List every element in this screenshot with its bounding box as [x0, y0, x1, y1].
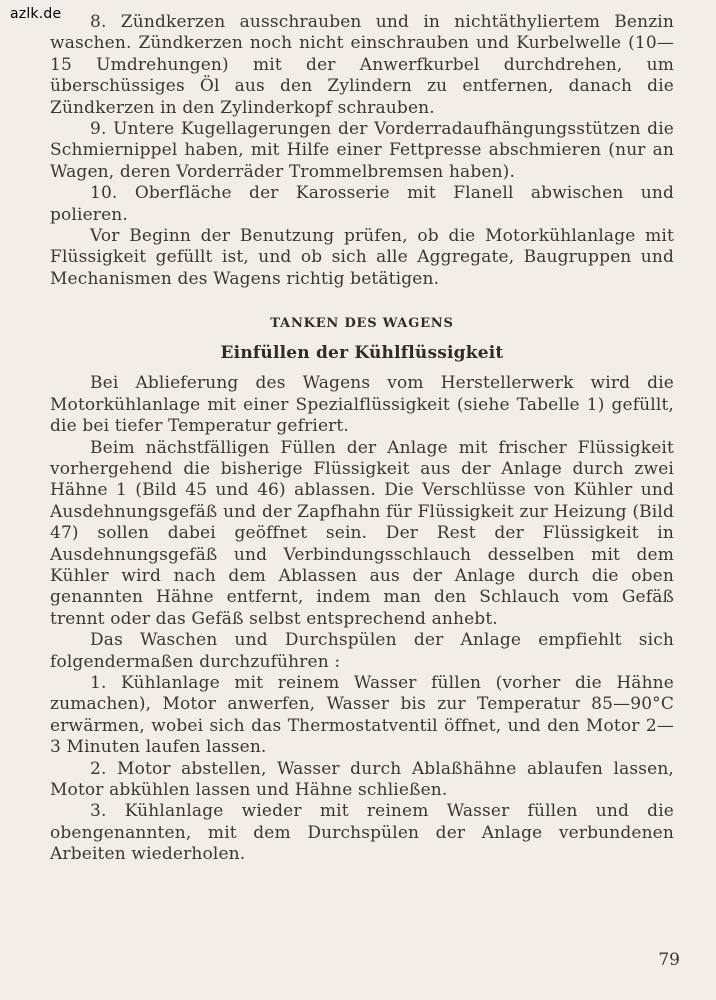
paragraph: 8. Zündkerzen ausschrauben und in nichtäthyliertem Benzin waschen. Zündkerzen noch nicht einschrauben und Kurbelwelle (10—15 Umdrehungen) mit der Anwerfkurbel durchdrehen, um überschüssiges Öl aus den Zylindern zu entfernen, danach die Zündkerzen in den Zylinderkopf schrauben. — [50, 12, 674, 118]
paragraph: Beim nächstfälligen Füllen der Anlage mit frischer Flüssigkeit vorhergehend die bisherige Flüssigkeit aus der Anlage durch zwei Hähne 1 (Bild 45 und 46) ablassen. Die Verschlüsse von Kühler und Ausdehnungsgefäß und der Zapfhahn für Flüssigkeit zur Heizung (Bild 47) sollen dabei geöffnet sein. Der Rest der Flüssigkeit in Ausdehnungsgefäß und Verbindungsschlauch desselben mit dem Kühler wird nach dem Ablassen aus der Anlage durch die oben genannten Hähne entfernt, indem man den Schlauch vom Gefäß trennt oder das Gefäß selbst entsprechend anhebt. — [50, 437, 674, 629]
watermark: azlk.de — [10, 6, 62, 22]
page-number: 79 — [658, 950, 680, 970]
section-title: TANKEN DES WAGENS — [270, 316, 454, 332]
paragraph: 2. Motor abstellen, Wasser durch Ablaßhähne ablaufen lassen, Motor abkühlen lassen und Hähne schließen. — [50, 758, 674, 800]
paragraph: Das Waschen und Durchspülen der Anlage empfiehlt sich folgendermaßen durchzuführen : — [50, 630, 674, 672]
page-content — [50, 12, 674, 866]
paragraph: 10. Oberfläche der Karosserie mit Flanell abwischen und polieren. — [50, 183, 674, 225]
paragraph: 3. Kühlanlage wieder mit reinem Wasser füllen und die obengenannten, mit dem Durchspülen der Anlage verbundenen Arbeiten wiederholen. — [50, 801, 674, 865]
paragraph: Bei Ablieferung des Wagens vom Herstellerwerk wird die Motorkühlanlage mit einer Spezialflüssigkeit (siehe Tabelle 1) gefüllt, die bei tiefer Temperatur gefriert. — [50, 373, 674, 437]
paragraph: Vor Beginn der Benutzung prüfen, ob die Motorkühlanlage mit Flüssigkeit gefüllt ist, und ob sich alle Aggregate, Baugruppen und Mechanismen des Wagens richtig betätigen. — [50, 226, 674, 289]
paragraph: 1. Kühlanlage mit reinem Wasser füllen (vorher die Hähne zumachen), Motor anwerfen, Wasser bis zur Temperatur 85—90°C erwärmen, wobei sich das Thermostatventil öffnet, und den Motor 2—3 Minuten laufen lassen. — [50, 672, 674, 758]
paragraph: 9. Untere Kugellagerungen der Vorderradaufhängungsstützen die Schmiernippel haben, mit Hilfe einer Fettpresse abschmieren (nur an Wagen, deren Vorderräder Trommelbremsen haben). — [50, 119, 674, 182]
subsection-title: Einfüllen der Kühlflüssigkeit — [220, 343, 504, 364]
